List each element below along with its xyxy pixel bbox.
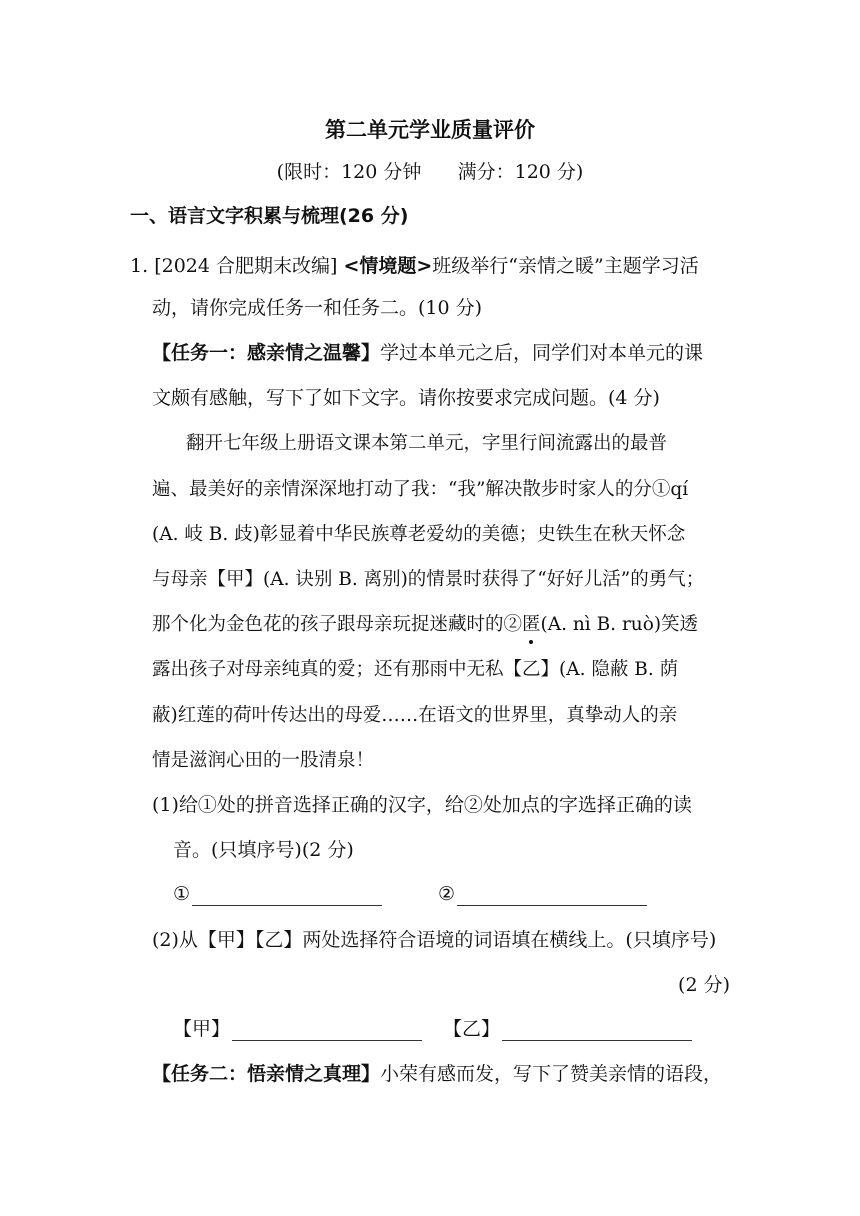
task-1-line-2: 文颇有感触，写下了如下文字。请你按要求完成问题。(4 分) (152, 387, 660, 409)
answer-blank[interactable] (502, 1022, 692, 1041)
task-1-line-1 (152, 341, 703, 365)
task-2-heading: 【任务二：悟亲情之真理】 (152, 1063, 381, 1085)
blank-label: 【乙】 (443, 1018, 501, 1040)
passage-line-8: 情是滋润心田的一股清泉！ (152, 750, 375, 771)
task-2-line-1 (152, 1062, 722, 1086)
sub-question-1-line-1: (1)给①处的拼音选择正确的汉字，给②处加点的字选择正确的读 (152, 794, 692, 816)
answer-blank[interactable] (192, 887, 382, 906)
exam-info: (限时：120 分钟 满分：120 分) (276, 161, 584, 183)
question-tag: <情境题> (343, 255, 433, 277)
sub-question-2-line-1: (2)从【甲】【乙】两处选择符合语境的词语填在横线上。(只填序号) (152, 929, 717, 951)
passage-line-5 (152, 613, 698, 637)
task-1-heading: 【任务一：感亲情之温馨】 (152, 342, 381, 364)
answer-row-2 (438, 882, 647, 906)
answer-row-3 (173, 1017, 422, 1041)
answer-row-4 (443, 1017, 692, 1041)
question-number: 1. (130, 255, 149, 277)
question-1-line-1 (130, 254, 699, 278)
passage-text: (A. nì B. ruò)笑透 (540, 614, 699, 635)
sub-question-1-line-2: 音。(只填序号)(2 分) (173, 839, 354, 861)
question-source: [2024 合肥期末改编] (154, 255, 338, 277)
blank-label: ② (438, 883, 456, 905)
answer-blank[interactable] (457, 887, 647, 906)
answer-row-1 (173, 882, 382, 906)
passage-line-4: 与母亲【甲】(A. 诀别 B. 离别)的情景时获得了“好好儿活”的勇气； (152, 569, 705, 590)
blank-label: 【甲】 (173, 1018, 231, 1040)
passage-text: 那个化为金色花的孩子跟母亲玩捉迷藏时的② (152, 614, 523, 635)
answer-blank[interactable] (232, 1022, 422, 1041)
question-1-line-2: 动，请你完成任务一和任务二。(10 分) (152, 297, 483, 319)
page-title: 第二单元学业质量评价 (325, 118, 535, 142)
dotted-character: 匿 (522, 614, 541, 635)
passage-line-1: 翻开七年级上册语文课本第二单元，字里行间流露出的最普 (186, 433, 668, 454)
question-text: 班级举行“亲情之暖”主题学习活 (432, 255, 699, 277)
passage-line-6: 露出孩子对母亲纯真的爱；还有那雨中无私【乙】(A. 隐蔽 B. 荫 (152, 659, 679, 680)
passage-line-3: (A. 岐 B. 歧)彰显着中华民族尊老爱幼的美德；史铁生在秋天怀念 (152, 524, 686, 545)
section-heading: 一、语言文字积累与梳理(26 分) (130, 205, 409, 227)
task-2-text: 小荣有感而发，写下了赞美亲情的语段， (380, 1063, 723, 1085)
blank-label: ① (173, 883, 191, 905)
task-1-text: 学过本单元之后，同学们对本单元的课 (380, 342, 704, 364)
passage-line-2: 遍、最美好的亲情深深地打动了我：“我”解决散步时家人的分①qí (152, 479, 689, 500)
passage-line-7: 蔽)红莲的荷叶传达出的母爱……在语文的世界里，真挚动人的亲 (152, 705, 678, 726)
sub-question-2-score: (2 分) (678, 974, 730, 996)
